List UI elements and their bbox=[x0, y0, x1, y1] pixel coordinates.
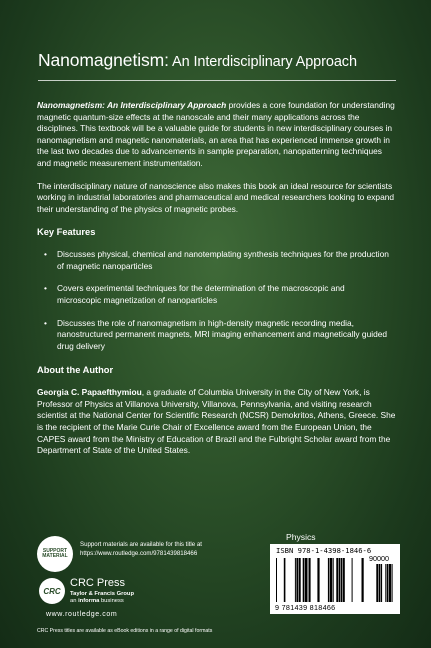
list-item bbox=[37, 283, 397, 306]
description-paragraph-2: The interdisciplinary nature of nanoscience also makes this book an ideal resource for scientists working in industrial laboratories and pharmaceutical and medical researchers looking to expand their understanding of the physics of magnetic probes. bbox=[37, 180, 395, 214]
blurb bbox=[37, 100, 397, 468]
book-title bbox=[38, 50, 408, 71]
support-material-badge-icon: SUPPORT MATERIAL bbox=[37, 536, 73, 572]
informa-word: informa bbox=[78, 598, 100, 604]
price-code: 90000 bbox=[369, 554, 389, 563]
barcode-main-icon bbox=[276, 558, 364, 602]
support-url[interactable]: https://www.routledge.com/9781439818466 bbox=[80, 549, 198, 557]
barcode-digits: 9 781439 818466 bbox=[275, 603, 336, 612]
author-bio bbox=[37, 387, 397, 457]
isbn: ISBN 978-1-4398-1846-6 bbox=[276, 546, 372, 555]
publisher-group: Taylor & Francis Group bbox=[70, 591, 134, 597]
author-bio-text: , a graduate of Columbia University in the City of New York, is Professor of Physics at Villanova University, Villanova, Pennsylvania, and visiting research scientist at the National Center for Scientific Research (NCSR) Demokritos, Athens, Greece. She is the recipient of the Marie Curie Chair of Excellence award from the European Union, the CAPES award from the Ministry of Education of Brazil and the Fulbright Scholar award from the Department of State of the United States. bbox=[37, 387, 396, 456]
feature-text: Discusses physical, chemical and nanotemplating synthesis techniques for the production of magnetic nanoparticles bbox=[57, 249, 389, 271]
subject-category: Physics bbox=[286, 532, 316, 542]
publisher-name: CRC Press bbox=[70, 577, 126, 589]
title-subtitle: An Interdisciplinary Approach bbox=[168, 54, 357, 70]
support-line-1: Support materials are available for this title at bbox=[80, 541, 202, 548]
list-item bbox=[37, 318, 397, 353]
key-features-list bbox=[37, 249, 397, 352]
informa-prefix: an bbox=[70, 598, 79, 604]
key-features-heading: Key Features bbox=[37, 227, 96, 238]
support-materials-note bbox=[80, 541, 260, 559]
about-author-heading: About the Author bbox=[37, 365, 114, 376]
bullet-icon: • bbox=[44, 249, 47, 260]
barcode-price-icon bbox=[370, 564, 396, 602]
feature-text: Discusses the role of nanomagnetism in high-density magnetic recording media, nanostructured permanent magnets, MRI imaging enhancement and magnetically guided drug delivery bbox=[57, 317, 388, 351]
title-divider bbox=[38, 80, 396, 81]
barcode bbox=[270, 544, 400, 614]
publisher-informa bbox=[70, 598, 124, 604]
description-rest: provides a core foundation for understanding magnetic quantum-size effects at the nanoscale and their many applications across the disciplines. This textbook will be a valuable guide for students in new interdisciplinary courses in nanomagnetism and magnetic nanomaterials, an area that has experienced immense growth in the last two decades due to advancements in sample preparation, nanopatterning techniques and magnetic measurement instrumentation. bbox=[37, 100, 395, 168]
bullet-icon: • bbox=[44, 317, 47, 328]
description-paragraph-1 bbox=[37, 100, 397, 170]
ebook-note: CRC Press titles are available as eBook editions in a range of digital formats bbox=[37, 628, 213, 634]
crc-logo-icon: CRC bbox=[39, 578, 65, 604]
bullet-icon: • bbox=[44, 283, 47, 294]
title-main: Nanomagnetism: bbox=[38, 50, 169, 70]
author-name: Georgia C. Papaefthymiou bbox=[37, 387, 142, 398]
publisher-website[interactable]: www.routledge.com bbox=[46, 611, 118, 618]
feature-text: Covers experimental techniques for the determination of the macroscopic and microscopic magnetization of nanoparticles bbox=[57, 283, 345, 305]
list-item bbox=[37, 249, 397, 272]
description-lead: Nanomagnetism: An Interdisciplinary Approach bbox=[37, 100, 227, 110]
informa-suffix: business bbox=[99, 598, 124, 604]
